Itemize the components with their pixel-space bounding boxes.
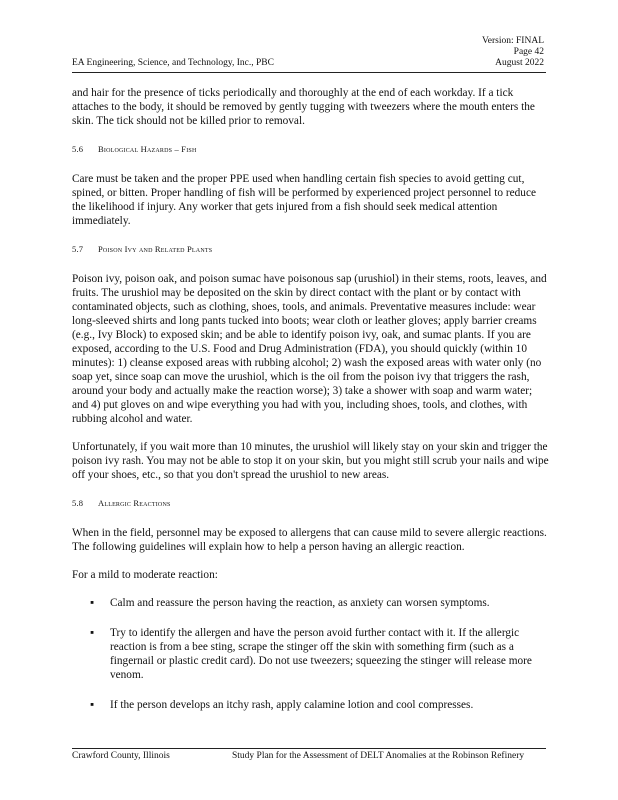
footer-title: Study Plan for the Assessment of DELT Anomalies at the Robinson Refinery — [232, 751, 525, 761]
document-body — [72, 86, 550, 728]
list-item — [72, 698, 550, 712]
bullet-icon: ▪ — [90, 699, 95, 711]
list-item-text: Try to identify the allergen and have the person avoid further contact with it. If the allergic reaction is from a bee sting, scrape the stinger off the skin with something firm (such as a fingernail or plastic credit card). Do not use tweezers; squeezing the stinger will release more venom. — [110, 627, 532, 681]
bullet-icon: ▪ — [90, 627, 95, 639]
footer-location: Crawford County, Illinois — [72, 751, 170, 761]
list-item — [72, 626, 550, 682]
paragraph-ticks: and hair for the presence of ticks periodically and thoroughly at the end of each workday. If a tick attaches to the body, it should be removed by gently tugging with tweezers where the mouth enters the skin. The tick should not be killed prior to removal. — [72, 87, 535, 127]
section-heading-5-8 — [72, 496, 550, 510]
paragraph-mild-reaction: For a mild to moderate reaction: — [72, 569, 218, 581]
paragraph-urushiol: Unfortunately, if you wait more than 10 minutes, the urushiol will likely stay on your skin and trigger the poison ivy rash. You may not be able to stop it on your skin, but you might still scrub your nails and wipe off your shoes, etc., so that you don't spread the urushiol to new areas. — [72, 441, 549, 481]
list-item-text: If the person develops an itchy rash, apply calamine lotion and cool compresses. — [110, 699, 474, 711]
section-title: Allergic Reactions — [98, 498, 171, 508]
section-number: 5.8 — [72, 498, 84, 508]
list-item-text: Calm and reassure the person having the reaction, as anxiety can worsen symptoms. — [110, 597, 490, 609]
header-page: Page 42 — [513, 47, 544, 57]
header-date: August 2022 — [495, 58, 544, 68]
section-number: 5.7 — [72, 244, 84, 254]
section-title: Biological Hazards – Fish — [98, 144, 197, 154]
section-heading-5-6 — [72, 142, 550, 156]
header-rule — [72, 72, 546, 73]
bullet-icon: ▪ — [90, 597, 95, 609]
paragraph-poison-ivy: Poison ivy, poison oak, and poison sumac have poisonous sap (urushiol) in their stems, roots, leaves, and fruits. The urushiol may be deposited on the skin by direct contact with the plant or by contact with contaminated objects, such as clothing, shoes, tools, and animals. Preventative measures include: wear long-sleeved shirts and long pants tucked into boots; wear cloth or leather gloves; apply barrier creams (e.g., Ivy Block) to exposed skin; and be able to identify poison ivy, oak, and sumac plants. If you are exposed, according to the U.S. Food and Drug Administration (FDA), you should quickly (within 10 minutes): 1) cleanse exposed areas with rubbing alcohol; 2) wash the exposed areas with water only (no soap yet, since soap can move the urushiol, which is the oil from the poison ivy that triggers the rash, around your body and actually make the reaction worse); 3) take a shower with soap and warm water; and 4) put gloves on and wipe everything you had with you, including shoes, tools, and clothes, with rubbing alcohol and water. — [72, 273, 547, 425]
footer-rule — [72, 748, 546, 749]
paragraph-allergens: When in the field, personnel may be exposed to allergens that can cause mild to severe allergic reactions. The following guidelines will explain how to help a person having an allergic reaction. — [72, 527, 547, 553]
paragraph-fish: Care must be taken and the proper PPE used when handling certain fish species to avoid getting cut, spined, or bitten. Proper handling of fish will be performed by experienced project personnel to reduce the likelihood if injury. Any worker that gets injured from a fish should seek medical attention immediately. — [72, 173, 536, 227]
bullet-list — [72, 596, 550, 712]
header-version: Version: FINAL — [481, 36, 544, 46]
section-number: 5.6 — [72, 144, 84, 154]
section-heading-5-7 — [72, 242, 550, 256]
header-right — [482, 36, 544, 69]
section-title: Poison Ivy and Related Plants — [98, 244, 213, 254]
list-item — [72, 596, 550, 610]
header-company: EA Engineering, Science, and Technology, Inc., PBC — [72, 58, 274, 68]
